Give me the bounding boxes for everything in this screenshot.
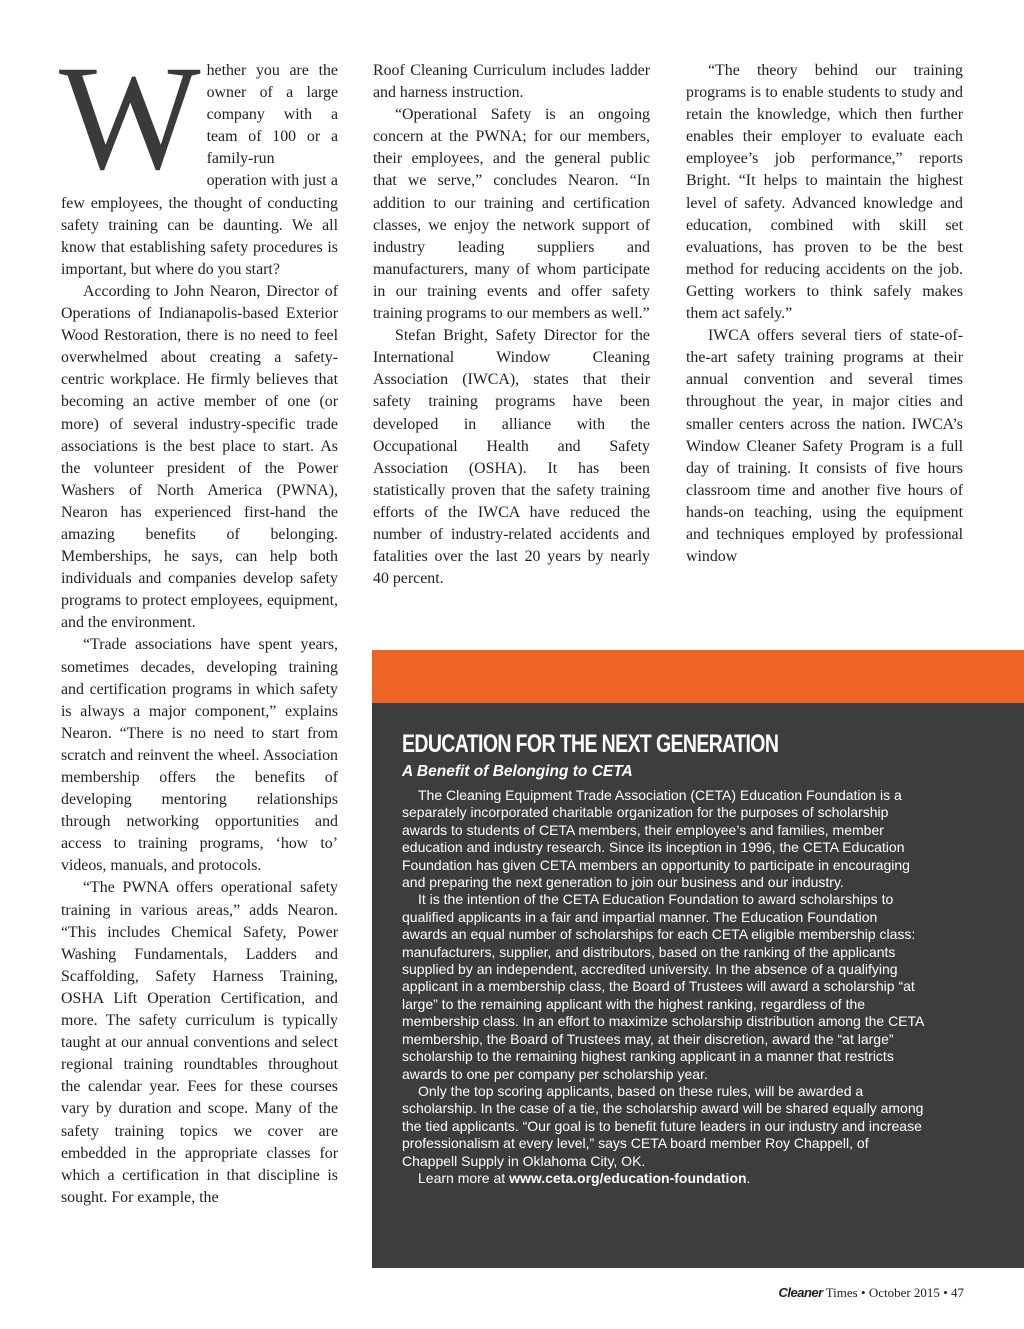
sidebar-title: EDUCATION FOR THE NEXT GENERATION: [402, 730, 779, 758]
article-paragraph: Whether you are the owner of a large company with a team of 100 or a family-run operation with just a few employees, the thought of conducting safety training can be daunting. We all know that establishing safety procedures is important, but where do you start?: [59, 35, 338, 278]
sidebar-link[interactable]: www.ceta.org/education-foundation: [509, 1169, 747, 1186]
sidebar-accent-bar: [372, 650, 1024, 703]
article-paragraph: “The PWNA offers operational safety training in various areas,” adds Nearon. “This includes Chemical Safety, Power Washing Fundamentals, Ladders and Scaffolding, Safety Harness Training, OSHA Lift Operation Certification, and more. The safety curriculum is typically taught at our annual conventions and select regional training roundtables throughout the calendar year. Fees for these courses vary by duration and scope. Many of the safety training topics we cover are embedded in the appropriate classes for which a certification in that discipline is sought. For example, the: [61, 879, 338, 1206]
sidebar-learn-more: Learn more at www.ceta.org/education-foundation.: [418, 1169, 751, 1186]
article-paragraph: IWCA offers several tiers of state-of-the-art safety training programs at their annual convention and several times throughout the year, in major cities and smaller centers across the nation. IWCA’s Window Cleaner Safety Program is a full day of training. It consists of five hours classroom time and another five hours of hands-on teaching, using the equipment and techniques employed by professional window: [686, 327, 963, 566]
drop-cap: W: [59, 35, 201, 201]
page-number: 47: [951, 1285, 964, 1300]
sidebar-paragraph: It is the intention of the CETA Education Foundation to award scholarships to qualified applicants in a fair and impartial manner. The Education Foundation awards an equal number of scholarships for each CETA eligible membership class: manufacturers, supplier, and distributors, based on the ranking of the applicants supplied by an independent, accredited university. In the absence of a qualifying applicant in a membership class, the Board of Trustees will award a scholarship “at large” to the remaining applicant with the highest ranking, regardless of the membership class. In an effort to maximize scholarship distribution among the CETA membership, the Board of Trustees may, at their discretion, award the “at large” scholarship to the remaining highest ranking applicant in a manner that restricts awards to one per company per scholarship year.: [402, 891, 924, 1082]
publication-name-rest: Times: [822, 1285, 858, 1300]
article-paragraph: Roof Cleaning Curriculum includes ladder and harness instruction.: [373, 62, 650, 102]
article-column-2: [373, 60, 650, 590]
sidebar-subtitle: A Benefit of Belonging to CETA: [402, 763, 633, 780]
article-paragraph: “Trade associations have spent years, sometimes decades, developing training and certification programs in which safety is always a major component,” explains Nearon. “There is no need to start from scratch and reinvent the wheel. Association membership offers the benefits of developing mentoring relationships through networking opportunities and access to training programs, ‘how to’ videos, manuals, and protocols.: [61, 636, 338, 875]
article-paragraph: According to John Nearon, Director of Operations of Indianapolis-based Exterior Wood Restoration, there is no need to feel overwhelmed about creating a safety-centric workplace. He firmly believes that becoming an active member of one (or more) of several industry-specific trade associations is the best place to start. As the volunteer president of the Power Washers of North America (PWNA), Nearon has experienced first-hand the amazing benefits of belonging. Memberships, he says, can help both individuals and companies develop safety programs to protect employees, equipment, and the environment.: [61, 282, 338, 632]
sidebar-body: [402, 787, 926, 1187]
article-paragraph: “Operational Safety is an ongoing concern at the PWNA; for our members, their employees, and the general public that we serve,” concludes Nearon. “In addition to our training and certification classes, we enjoy the network support of industry leading suppliers and manufacturers, many of whom participate in our training events and offer safety training programs to our members as well.”: [373, 106, 650, 323]
sidebar-paragraph: Only the top scoring applicants, based on these rules, will be awarded a scholarship. In the case of a tie, the scholarship award will be shared equally among the tied applicants. “Our goal is to benefit future leaders in our industry and increase professionalism at every level,” says CETA board member Roy Chappell, of Chappell Supply in Oklahoma City, OK.: [402, 1082, 924, 1169]
article-column-1: [59, 35, 338, 1209]
publication-name: Cleaner: [778, 1285, 823, 1300]
sidebar-box: [372, 703, 1024, 1268]
issue-date: October 2015: [868, 1285, 940, 1300]
article-paragraph: “The theory behind our training programs is to enable students to study and retain the knowledge, which then further enables their employer to evaluate each employee’s job performance,” reports Bright. “It helps to maintain the highest level of safety. Advanced knowledge and education, combined with skill set evaluations, has proven to be the best method for reducing accidents on the job. Getting workers to think safely makes them act safely.”: [686, 62, 963, 323]
article-column-3: [686, 60, 963, 568]
article-paragraph: Stefan Bright, Safety Director for the International Window Cleaning Association (IWCA), states that their safety training programs have been developed in alliance with the Occupational Health and Safety Association (OSHA). It has been statistically proven that the safety training efforts of the IWCA have reduced the number of industry-related accidents and fatalities over the last 20 years by nearly 40 percent.: [373, 327, 650, 588]
page-footer: Cleaner Times • October 2015 • 47: [778, 1285, 964, 1300]
sidebar-paragraph: The Cleaning Equipment Trade Association (CETA) Education Foundation is a separately incorporated charitable organization for the purposes of scholarship awards to students of CETA members, their employee’s and families, member education and industry research. Since its inception in 1996, the CETA Education Foundation has given CETA members an opportunity to participate in encouraging and preparing the next generation to join our business and our industry.: [402, 787, 910, 891]
